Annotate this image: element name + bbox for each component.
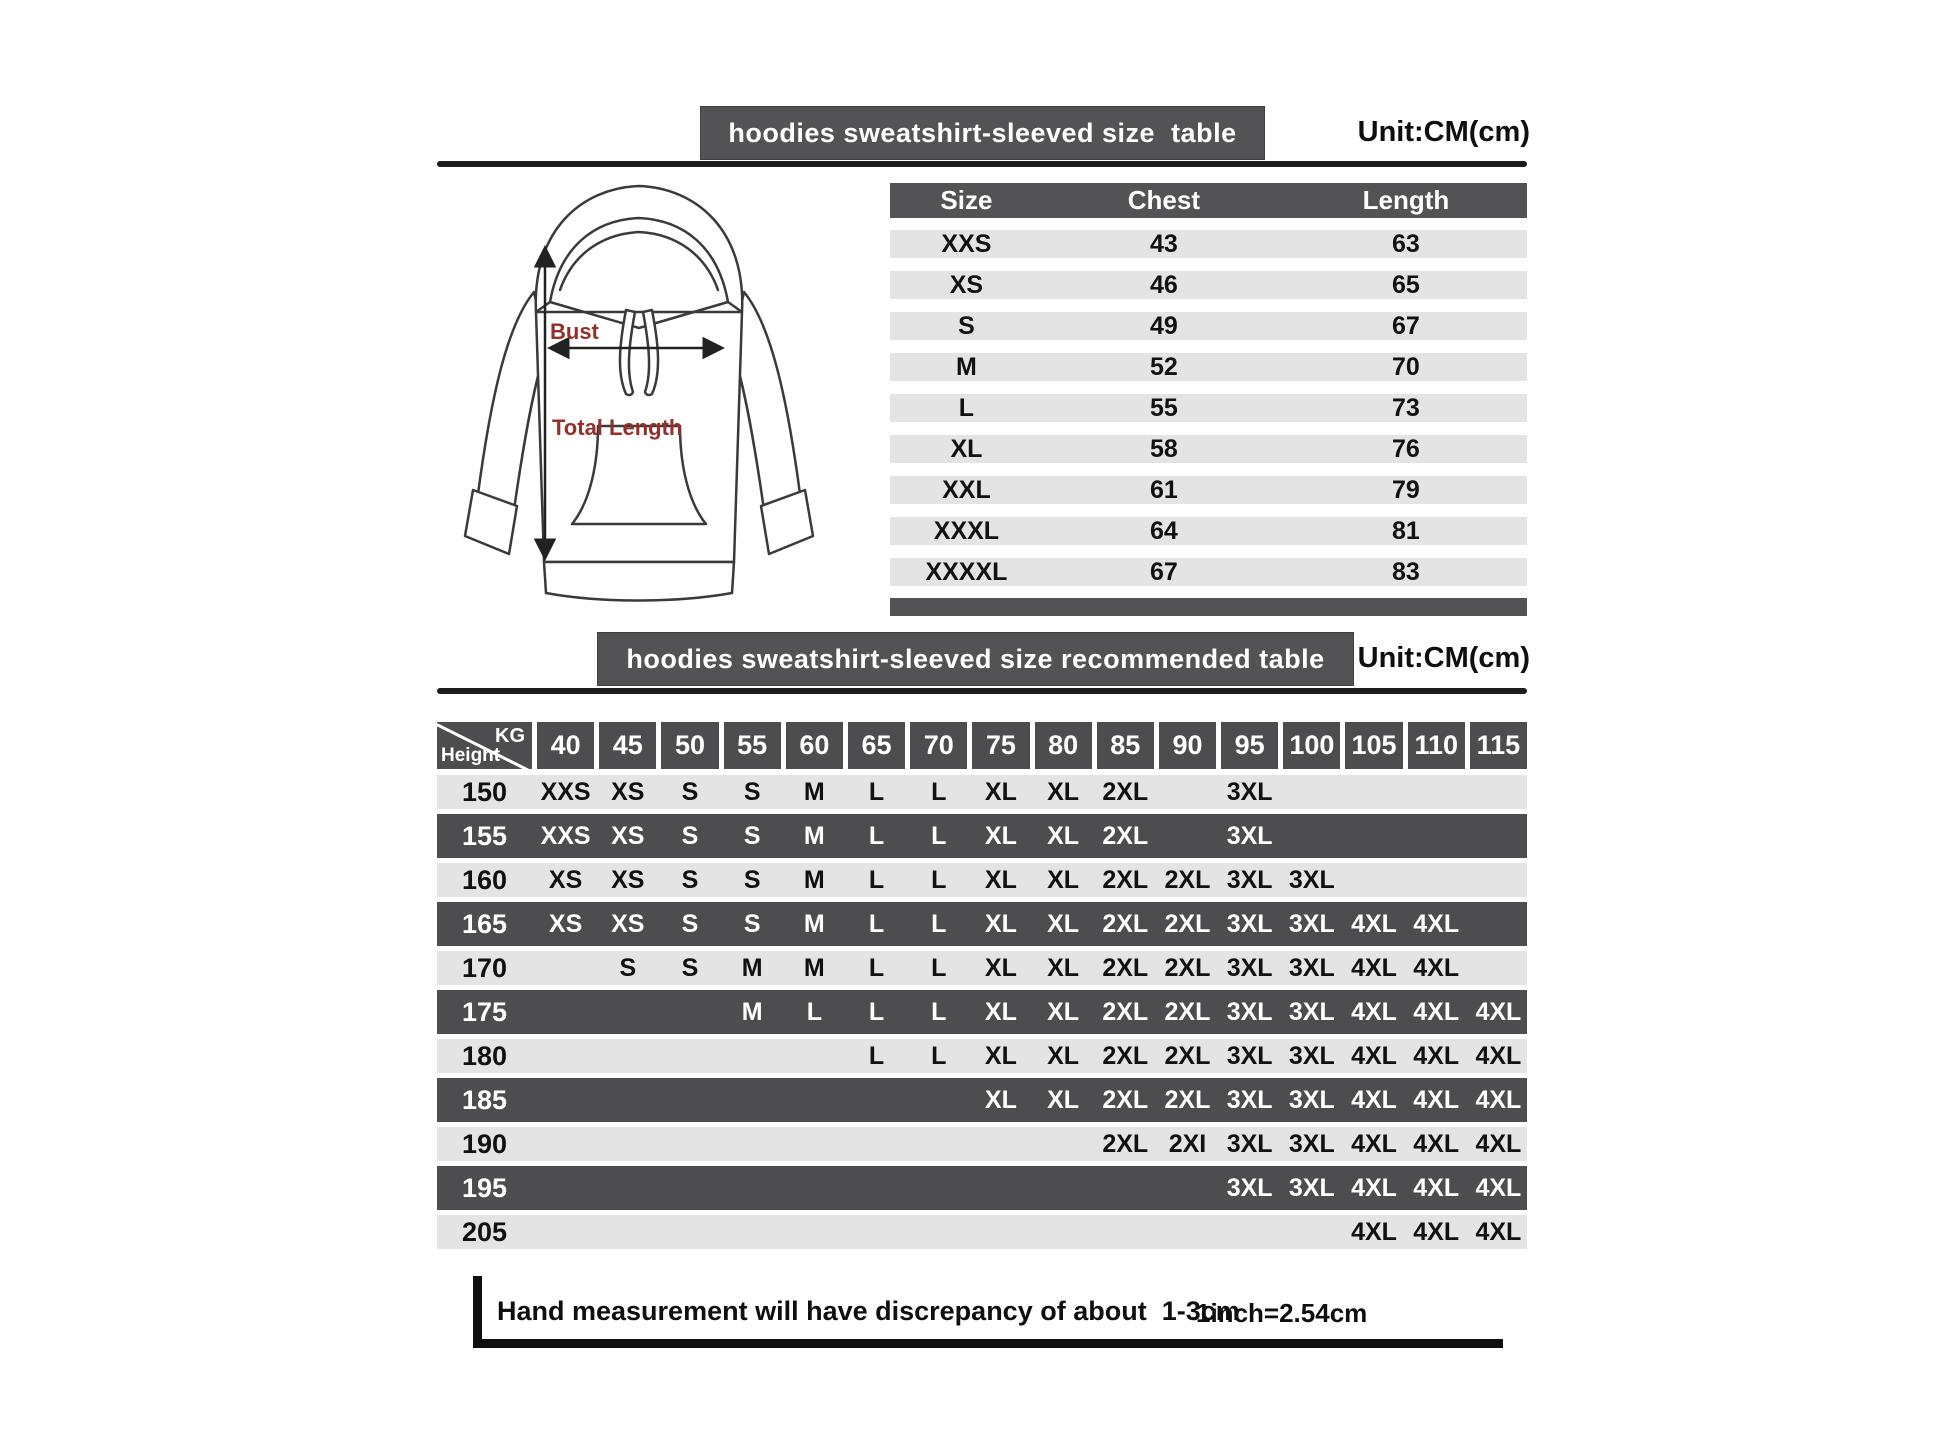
matrix-row (437, 1166, 1527, 1210)
recommended-size-cell: 4XL (1351, 1085, 1397, 1114)
hoodie-diagram (448, 172, 830, 624)
matrix-row (437, 1078, 1527, 1122)
kg-label: KG (495, 725, 525, 747)
recommended-size-cell: M (803, 953, 825, 982)
weight-header-cell: 100 (1283, 722, 1340, 769)
recommended-size-cell: XL (1047, 997, 1080, 1026)
recommended-size-cell: L (931, 953, 947, 982)
size-table-cell-length: 70 (1392, 353, 1420, 381)
recommended-size-cell: M (741, 953, 763, 982)
recommended-size-cell: 3XL (1226, 909, 1273, 938)
size-table-cell-length: 79 (1392, 476, 1420, 504)
matrix-row (437, 902, 1527, 946)
recommended-size-cell: XL (984, 865, 1017, 894)
size-table-bottom-bar (890, 598, 1527, 616)
size-table-cell-length: 81 (1392, 517, 1420, 545)
recommended-size-cell: L (868, 997, 885, 1026)
recommended-size-cell: 2XL (1102, 865, 1149, 894)
matrix-row (437, 863, 1527, 897)
hoodie-hood-outer (536, 186, 742, 312)
height-row-label: 195 (461, 1172, 508, 1203)
recommended-size-cell: M (803, 821, 825, 850)
recommended-size-cell: S (743, 821, 761, 850)
recommended-size-cell: 4XL (1351, 997, 1397, 1026)
size-table-row (890, 394, 1527, 422)
top-divider (437, 161, 1527, 167)
recommended-size-cell: 2XL (1102, 1129, 1149, 1158)
recommended-size-cell: 4XL (1475, 997, 1522, 1026)
recommended-size-cell: L (931, 909, 947, 938)
size-table-row (890, 476, 1527, 504)
recommended-size-cell: 2XL (1164, 1041, 1211, 1070)
recommended-size-cell: 4XL (1475, 1217, 1522, 1246)
recommended-size-cell: L (931, 1041, 947, 1070)
recommended-size-cell: XL (1047, 909, 1080, 938)
middle-divider (437, 688, 1527, 694)
height-row-label: 170 (461, 952, 508, 983)
recommended-size-cell: L (868, 777, 885, 806)
matrix-body (437, 775, 1527, 1249)
size-table-cell-length: 65 (1392, 271, 1420, 299)
recommended-size-cell: 2XL (1102, 909, 1149, 938)
recommended-size-cell: S (681, 865, 699, 894)
recommended-size-cell: XL (984, 997, 1017, 1026)
size-table-cell-length: 73 (1392, 394, 1420, 422)
recommended-size-cell: 4XL (1351, 1217, 1397, 1246)
matrix-header (437, 722, 1527, 769)
recommended-size-cell: L (806, 997, 822, 1026)
matrix-row (437, 1127, 1527, 1161)
recommended-size-cell: 2XL (1102, 1041, 1149, 1070)
size-table-cell-length: 63 (1392, 230, 1420, 258)
size-table-cell-size: XXL (942, 476, 991, 504)
recommended-size-cell: 3XL (1226, 1173, 1273, 1202)
weight-header-cell: 45 (599, 722, 656, 769)
height-row-label: 155 (461, 820, 508, 851)
weight-header-cell: 95 (1221, 722, 1278, 769)
recommended-size-cell: 2XL (1164, 865, 1211, 894)
recommended-size-cell: M (741, 997, 763, 1026)
height-row-label: 175 (461, 996, 508, 1027)
recommended-size-cell: 4XL (1413, 1085, 1460, 1114)
height-row-label: 205 (461, 1216, 508, 1247)
size-table (890, 183, 1527, 616)
weight-header-cell: 65 (848, 722, 905, 769)
weight-header-cell: 115 (1470, 722, 1527, 769)
recommended-size-cell: 2XL (1164, 1085, 1211, 1114)
recommended-size-cell: 3XL (1288, 997, 1335, 1026)
recommended-size-cell: L (931, 821, 947, 850)
recommended-size-cell: M (803, 865, 825, 894)
size-table-cell-chest: 43 (1149, 230, 1178, 258)
recommended-size-cell: 4XL (1475, 1173, 1522, 1202)
recommended-table (437, 722, 1527, 1249)
size-table-cell-size: L (958, 394, 975, 422)
recommended-size-cell: L (931, 777, 947, 806)
recommended-size-cell: L (868, 865, 885, 894)
recommended-size-cell: XS (611, 865, 645, 894)
recommended-size-cell: 4XL (1413, 1129, 1460, 1158)
recommended-size-cell: 3XL (1288, 1041, 1335, 1070)
size-table-cell-chest: 49 (1149, 312, 1178, 340)
recommended-size-cell: XL (1047, 777, 1080, 806)
weight-header-cell: 80 (1035, 722, 1092, 769)
recommended-size-cell: XL (1047, 821, 1080, 850)
recommended-size-cell: XL (984, 1085, 1017, 1114)
weight-header-cell: 50 (661, 722, 718, 769)
recommended-size-cell: S (619, 953, 637, 982)
recommended-size-cell: 2XL (1102, 953, 1149, 982)
matrix-row (437, 775, 1527, 809)
recommended-size-cell: XL (984, 1041, 1017, 1070)
recommended-size-cell: L (868, 1041, 885, 1070)
size-table-cell-chest: 52 (1149, 353, 1178, 381)
recommended-size-cell: 3XL (1288, 1085, 1335, 1114)
size-table-cell-chest: 64 (1149, 517, 1178, 545)
size-table-cell-chest: 58 (1149, 435, 1178, 463)
recommended-size-cell: 4XL (1413, 953, 1460, 982)
weight-header-cell: 60 (786, 722, 843, 769)
size-table-cell-size: XS (949, 271, 984, 299)
matrix-row (437, 951, 1527, 985)
recommended-size-cell: S (681, 777, 699, 806)
recommended-size-cell: M (803, 909, 825, 938)
recommended-size-cell: L (931, 997, 947, 1026)
recommended-size-cell: 4XL (1413, 1173, 1460, 1202)
chest-column-header: Chest (1127, 185, 1201, 215)
recommended-size-cell: 4XL (1475, 1129, 1522, 1158)
recommended-size-cell: 4XL (1413, 1041, 1460, 1070)
size-table-cell-length: 83 (1392, 558, 1420, 586)
inch-conversion-note: 1inch=2.54cm (1196, 1298, 1368, 1328)
recommended-size-cell: XS (611, 777, 645, 806)
recommended-size-cell: L (868, 953, 885, 982)
recommended-size-cell: S (743, 777, 761, 806)
recommended-size-cell: 3XL (1226, 1041, 1273, 1070)
recommended-size-cell: S (743, 865, 761, 894)
size-table-body (890, 230, 1527, 586)
size-table-cell-length: 67 (1392, 312, 1420, 340)
recommended-size-cell: XL (1047, 1041, 1080, 1070)
recommended-size-cell: 2XL (1164, 909, 1211, 938)
recommended-size-cell: 4XL (1475, 1041, 1522, 1070)
kg-height-corner-cell (437, 722, 532, 769)
recommended-size-cell: 4XL (1475, 1085, 1522, 1114)
recommended-size-cell: 2XL (1102, 1085, 1149, 1114)
weight-header-cell: 55 (724, 722, 781, 769)
recommended-size-cell: XS (611, 909, 645, 938)
recommended-size-cell: S (681, 953, 699, 982)
recommended-size-cell: S (743, 909, 761, 938)
recommended-size-cell: 2XL (1164, 997, 1211, 1026)
recommended-size-cell: 3XL (1226, 997, 1273, 1026)
recommended-size-cell: 4XL (1351, 1041, 1397, 1070)
size-table-cell-size: XXS (941, 230, 992, 258)
height-row-label: 190 (461, 1128, 508, 1159)
size-table-cell-chest: 55 (1149, 394, 1178, 422)
recommended-size-cell: XL (1047, 953, 1080, 982)
recommended-size-cell: S (681, 909, 699, 938)
height-label-corner: Height (441, 745, 501, 766)
height-row-label: 165 (461, 908, 508, 939)
recommended-size-cell: 4XL (1413, 997, 1460, 1026)
size-table-row (890, 558, 1527, 586)
size-table-row (890, 230, 1527, 258)
recommended-size-cell: 4XL (1351, 909, 1397, 938)
size-table-row (890, 435, 1527, 463)
size-table-header (890, 183, 1527, 218)
recommended-size-cell: 4XL (1351, 953, 1397, 982)
recommended-size-cell: 3XL (1226, 821, 1273, 850)
size-table-cell-chest: 67 (1149, 558, 1178, 586)
weight-header-cell: 85 (1097, 722, 1154, 769)
size-table-cell-size: XXXL (933, 517, 1000, 545)
weight-header-cell: 105 (1345, 722, 1402, 769)
recommended-size-cell: 2XL (1102, 997, 1149, 1026)
size-table-row (890, 353, 1527, 381)
weight-header-cell: 110 (1408, 722, 1465, 769)
recommended-size-cell: XS (611, 821, 645, 850)
hoodie-hood-inner-line (560, 232, 718, 290)
recommended-size-cell: M (803, 777, 825, 806)
matrix-row (437, 1215, 1527, 1249)
weight-header-cell: 70 (910, 722, 967, 769)
size-table-row (890, 312, 1527, 340)
recommended-table-unit-label: Unit:CM(cm) (1357, 642, 1530, 674)
size-table-cell-size: XXXXL (925, 558, 1008, 586)
recommended-size-cell: 3XL (1226, 1085, 1273, 1114)
matrix-row (437, 990, 1527, 1034)
recommended-size-cell: 3XL (1226, 953, 1273, 982)
recommended-size-cell: 2XL (1164, 953, 1211, 982)
size-table-row (890, 271, 1527, 299)
recommended-size-cell: XL (1047, 1085, 1080, 1114)
recommended-size-cell: XXS (540, 821, 591, 850)
recommended-size-cell: 2XL (1102, 821, 1149, 850)
recommended-size-cell: 3XL (1288, 1129, 1335, 1158)
recommended-size-cell: S (681, 821, 699, 850)
size-table-cell-size: XL (950, 435, 983, 463)
height-row-label: 150 (461, 776, 508, 807)
recommended-size-cell: XS (548, 909, 583, 938)
recommended-size-cell: L (931, 865, 947, 894)
size-table-cell-chest: 61 (1149, 476, 1178, 504)
size-column-header: Size (940, 185, 993, 215)
size-table-cell-length: 76 (1392, 435, 1420, 463)
footer-bottom-bar (473, 1339, 1503, 1348)
recommended-size-cell: XL (1047, 865, 1080, 894)
recommended-size-cell: 3XL (1288, 953, 1335, 982)
height-row-label: 180 (461, 1040, 508, 1071)
recommended-size-cell: XL (984, 821, 1017, 850)
recommended-size-cell: 2XL (1102, 777, 1149, 806)
length-column-header: Length (1362, 185, 1450, 215)
total-length-label: Total Length (552, 415, 683, 440)
footer-left-bar (473, 1276, 482, 1348)
recommended-size-cell: 3XL (1288, 909, 1335, 938)
size-table-cell-size: M (956, 353, 977, 381)
recommended-size-cell: XS (548, 865, 583, 894)
recommended-size-cell: 3XL (1226, 777, 1273, 806)
size-table-cell-chest: 46 (1149, 271, 1178, 299)
size-table-row (890, 517, 1527, 545)
recommended-size-cell: XL (984, 909, 1017, 938)
bust-label: Bust (550, 319, 599, 344)
weight-header-cell: 75 (972, 722, 1029, 769)
recommended-size-cell: XL (984, 953, 1017, 982)
recommended-size-cell: 4XL (1413, 1217, 1460, 1246)
size-table-title: hoodies sweatshirt-sleeved size table (700, 106, 1265, 160)
weight-header-cell: 90 (1159, 722, 1216, 769)
recommended-size-cell: 3XL (1226, 1129, 1273, 1158)
recommended-table-title: hoodies sweatshirt-sleeved size recommended table (597, 632, 1354, 686)
hoodie-hem-band (544, 562, 734, 601)
recommended-size-cell: 4XL (1351, 1129, 1397, 1158)
size-table-cell-size: S (958, 312, 975, 340)
recommended-size-cell: L (868, 821, 885, 850)
matrix-row (437, 1039, 1527, 1073)
height-row-label: 160 (461, 864, 508, 895)
recommended-size-cell: 4XL (1351, 1173, 1397, 1202)
recommended-size-cell: 3XL (1288, 865, 1335, 894)
recommended-size-cell: 3XL (1288, 1173, 1335, 1202)
recommended-size-cell: 4XL (1413, 909, 1460, 938)
measurement-note: Hand measurement will have discrepancy of about 1-3cm (497, 1296, 1240, 1326)
recommended-size-cell: XL (984, 777, 1017, 806)
recommended-size-cell: L (868, 909, 885, 938)
recommended-size-cell: 2XI (1168, 1129, 1207, 1158)
recommended-size-cell: 3XL (1226, 865, 1273, 894)
weight-header-cell: 40 (537, 722, 594, 769)
matrix-row (437, 814, 1527, 858)
height-row-label: 185 (461, 1084, 508, 1115)
recommended-size-cell: XXS (540, 777, 591, 806)
size-table-unit-label: Unit:CM(cm) (1357, 116, 1530, 148)
